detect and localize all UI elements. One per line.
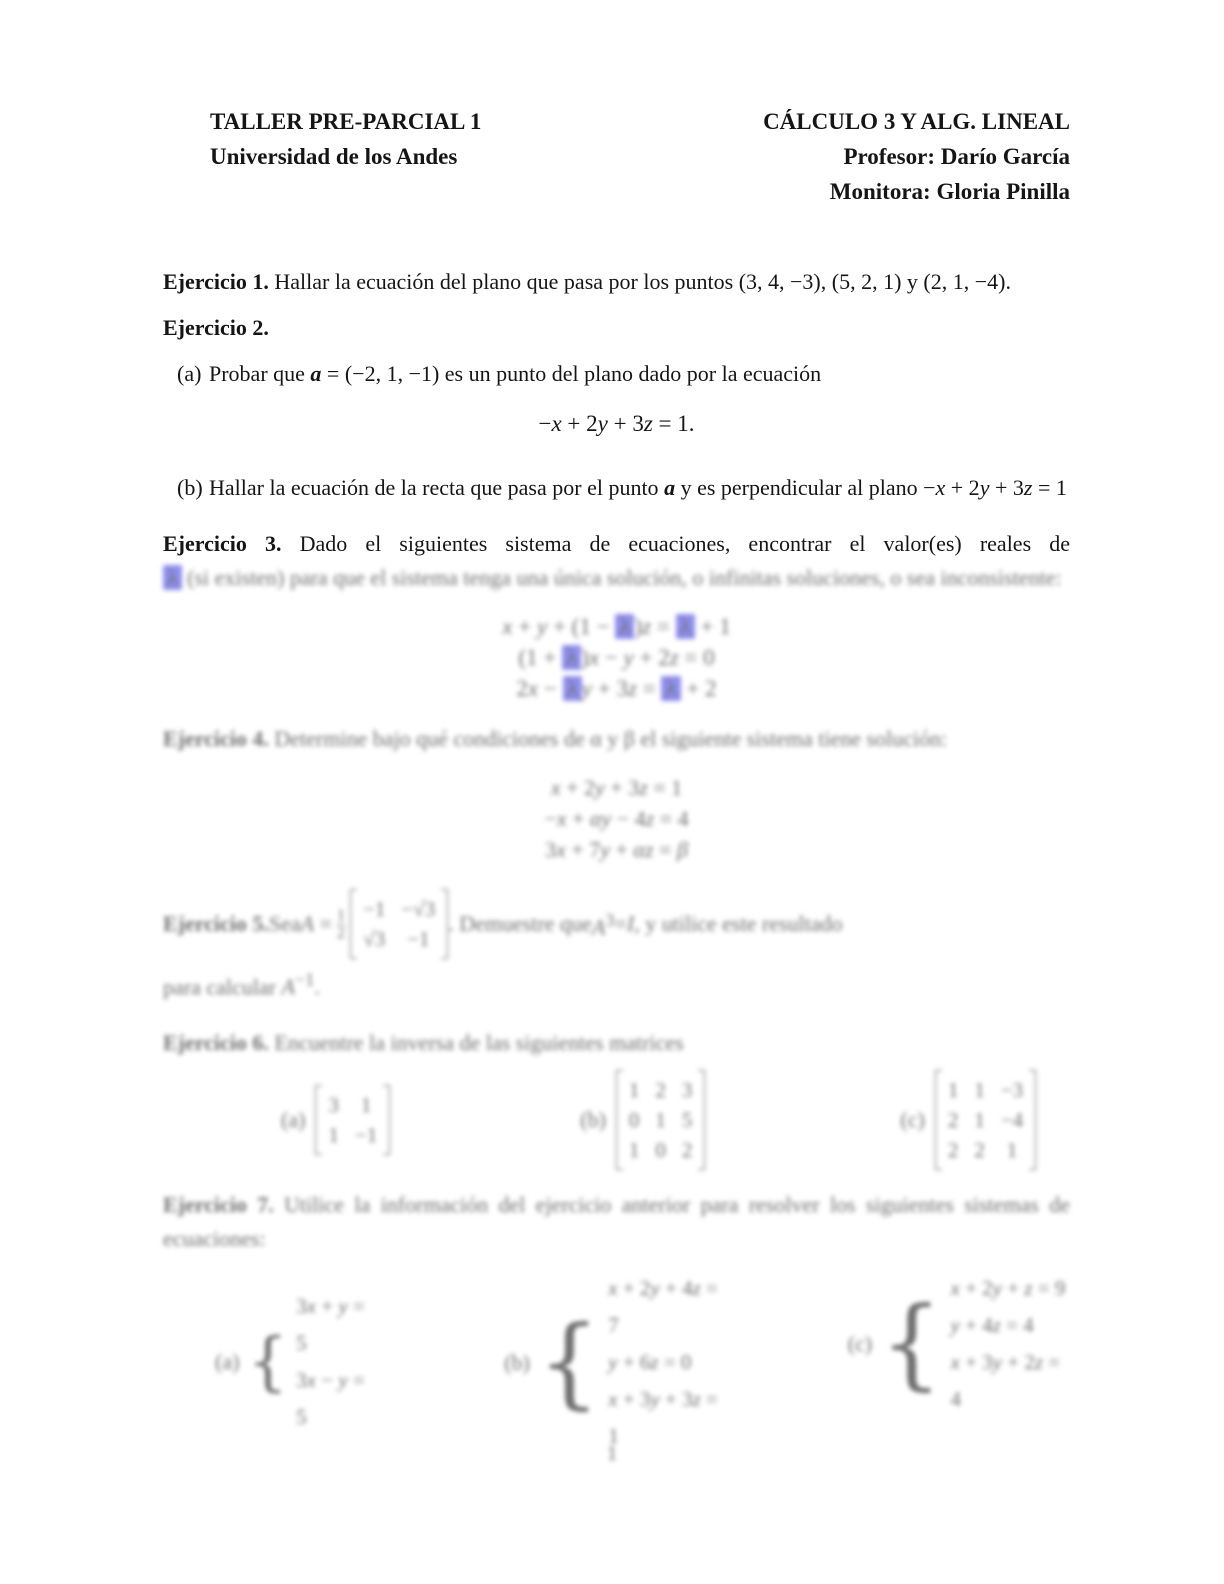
- exercise-3-intro: [163, 527, 1070, 561]
- lambda-highlight: λ: [562, 645, 581, 670]
- header: [0, 104, 1224, 209]
- matrix-item-a: [281, 1085, 390, 1155]
- exercise-3-intro-blurred: [163, 561, 1070, 595]
- exercise-7: [163, 1188, 1070, 1256]
- matrix-symbol: A: [591, 914, 606, 940]
- system-a: (a) { 3x + y = 5 3x − y = 5: [215, 1294, 365, 1430]
- system-b: (b) { x + 2y + 4z = 7 y + 6z = 0 x + 3y + 3z = 1: [504, 1276, 718, 1449]
- university-name: Universidad de los Andes: [210, 144, 458, 169]
- item-b-marker: (b): [177, 475, 203, 500]
- exercise-2: [163, 311, 1070, 345]
- exercise-4: [163, 722, 1070, 756]
- system-equation-2: (1 + λ )x − y + 2z = 0: [518, 645, 715, 670]
- item-b-text: [209, 471, 1070, 505]
- item-b-equation: −x + 2y + 3z = 1: [923, 475, 1067, 500]
- item-a-post: = (−2, 1, −1) es un punto del plano dado por la ecuación: [321, 361, 822, 386]
- fraction-one-half: $\frac{1}{2}$: [337, 906, 346, 942]
- inverse-exponent: −1: [294, 970, 315, 990]
- system-equation-1: x + y + (1 − λ )z = λ + 1: [502, 614, 731, 639]
- exercise-7-text: Utilice la información del ejercicio anterior para resolver los siguientes sistemas de ecuaciones:: [163, 1192, 1070, 1252]
- exercise-6-text: Encuentre la inversa de las siguientes matrices: [268, 1030, 684, 1056]
- exercise-5-label: Ejercicio 5.: [163, 911, 269, 936]
- exercise-5-tail: . Demuestre que: [448, 911, 592, 936]
- exercise-2-item-a: [163, 357, 1070, 391]
- lambda-highlight: λ: [163, 565, 182, 590]
- matrix-c: 1 1 −3 2 1 −4 2 2 1: [935, 1070, 1036, 1170]
- exercise-2-item-b: [163, 471, 1070, 505]
- header-right: [763, 104, 1070, 209]
- system-equation-1: x + 2y + 3z = 1: [550, 775, 683, 800]
- system-b-marker: (b): [504, 1349, 530, 1375]
- system-equation-3: 2x − λ y + 3z = λ + 2: [516, 676, 717, 701]
- system-c: (c) { x + 2y + z = 9 y + 4z = 4 x + 3y + 2z = 4: [847, 1276, 1066, 1412]
- matrix-a-marker: (a): [281, 1107, 306, 1133]
- exercise-5-line2: para calcular $A^{-1}$.: [163, 970, 320, 1000]
- item-b-pre: Hallar la ecuación de la recta que pasa por el punto: [209, 475, 665, 500]
- lambda-highlight: λ: [615, 614, 634, 639]
- exercise-5-lead: Sea: [268, 911, 301, 936]
- item-a-pre: Probar que: [209, 361, 311, 386]
- lambda-highlight: λ: [661, 676, 680, 701]
- matrix-item-c: [900, 1070, 1036, 1170]
- matrix-a: −1 −√3 √3 −1: [350, 889, 448, 959]
- matrix-symbol: A: [281, 974, 295, 1000]
- exercise-2-label: Ejercicio 2.: [163, 315, 269, 340]
- exercise-6-matrices: [163, 1070, 1070, 1170]
- course-name: CÁLCULO 3 Y ALG. LINEAL: [763, 109, 1070, 134]
- exercise-3-label: Ejercicio 3.: [163, 531, 282, 556]
- exercise-4-text: Determine bajo qué condiciones de α y β el siguiente sistema tiene solución:: [268, 726, 948, 751]
- matrix-item-b: [580, 1070, 705, 1170]
- exercise-1: [163, 265, 1070, 299]
- worksheet-title: TALLER PRE-PARCIAL 1: [210, 109, 482, 134]
- monitor-name: Monitora: Gloria Pinilla: [829, 179, 1070, 204]
- header-left: [210, 104, 481, 209]
- vector-a-symbol: a: [310, 361, 322, 386]
- plane-equation: −x + 2y + 3z = 1.: [538, 411, 695, 436]
- exercise-1-label: Ejercicio 1.: [163, 269, 269, 294]
- identity-symbol: I: [626, 911, 635, 936]
- item-b-mid: y es perpendicular al plano: [675, 475, 924, 500]
- system-equation-2: −x + αy − 4z = 4: [544, 806, 689, 831]
- exercise-5: Ejercicio 5. Sea A = $\frac{1}{2}$ −1 −√3 √3 −1 . Demuestre que $A^3$ = I , y utilice este resultado: [163, 889, 1070, 959]
- matrix-b: 1 2 3 0 1 5 1 0 2: [616, 1070, 706, 1170]
- exercise-3-text: Dado el siguientes sistema de ecuaciones, encontrar el valor(es) reales de: [281, 531, 1070, 556]
- vector-a-symbol: a: [664, 475, 676, 500]
- exercise-4-label: Ejercicio 4.: [163, 726, 269, 751]
- exercise-3-system: [163, 611, 1070, 704]
- document-body: [163, 265, 1070, 1455]
- exercise-7-label: Ejercicio 7.: [163, 1192, 274, 1218]
- system-equation-3: 3x + 7y + αz = β: [545, 837, 688, 862]
- exponent: 3: [605, 910, 615, 931]
- matrix-a: 3 1 1 −1: [315, 1085, 390, 1155]
- system-c-marker: (c): [847, 1331, 873, 1357]
- system-a-marker: (a): [215, 1349, 240, 1375]
- exercise-6-label: Ejercicio 6.: [163, 1030, 269, 1056]
- item-a-marker: (a): [177, 361, 202, 386]
- matrix-a-name: A =: [300, 911, 333, 936]
- page-number: 1: [606, 1441, 618, 1465]
- exercise-6: [163, 1026, 1070, 1060]
- matrix-b-marker: (b): [580, 1107, 606, 1133]
- exercise-4-system: [163, 772, 1070, 865]
- exercise-7-systems: [163, 1270, 1070, 1455]
- exercise-5-tail-post: , y utilice este resultado: [634, 911, 843, 936]
- professor-name: Profesor: Darío García: [843, 144, 1070, 169]
- exercise-3-blur-text: (si existen) para que el sistema tenga una única solución, o infinitas soluciones, o sea inconsistente:: [181, 565, 1062, 590]
- lambda-highlight: λ: [563, 676, 582, 701]
- item-a-text: [209, 357, 1070, 391]
- matrix-c-marker: (c): [900, 1107, 925, 1133]
- exercise-1-text: Hallar la ecuación del plano que pasa por los puntos (3, 4, −3), (5, 2, 1) y (2, 1, −4).: [268, 269, 1011, 294]
- lambda-highlight: λ: [676, 614, 695, 639]
